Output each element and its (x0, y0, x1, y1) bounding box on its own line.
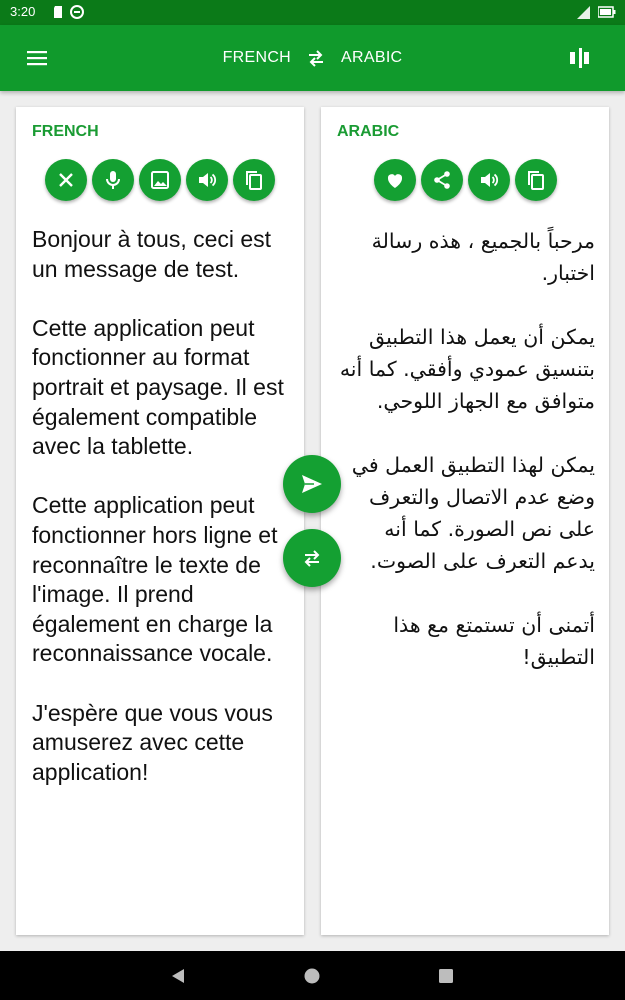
signal-icon (577, 6, 590, 19)
swap-languages-button[interactable] (283, 529, 341, 587)
swap-icon (299, 545, 325, 571)
target-panel-title: ARABIC (337, 123, 400, 140)
language-switcher (0, 25, 625, 91)
recents-icon[interactable] (437, 967, 455, 985)
no-disturb-icon (70, 5, 84, 19)
source-panel (16, 107, 304, 935)
microphone-icon (102, 169, 124, 191)
back-icon[interactable] (169, 967, 187, 985)
navigation-bar (0, 951, 625, 1000)
send-icon (299, 471, 325, 497)
copy-button-target[interactable] (515, 159, 557, 201)
speaker-button-target[interactable] (468, 159, 510, 201)
image-button[interactable] (139, 159, 181, 201)
copy-icon (525, 169, 547, 191)
image-icon (149, 169, 171, 191)
source-toolbar (16, 159, 304, 201)
share-icon (431, 169, 453, 191)
target-panel (321, 107, 609, 935)
favorite-icon (384, 169, 406, 191)
source-language-label[interactable]: FRENCH (222, 49, 292, 66)
copy-button[interactable] (233, 159, 275, 201)
swap-icon[interactable] (305, 47, 327, 69)
sd-card-icon (52, 6, 64, 18)
share-button[interactable] (421, 159, 463, 201)
status-bar (0, 0, 625, 25)
source-text[interactable]: Bonjour à tous, ceci est un message de test. Cette application peut fonctionner au format portrait et paysage. Il est également compatible avec la tablette. Cette application peut fonctionner hors ligne et reconnaître le texte de l'image. Il prend également en charge la reconnaissance vocale. J'espère que vous vous amuserez avec cette application! (32, 226, 284, 785)
source-panel-title: FRENCH (32, 123, 99, 140)
split-layout-icon[interactable] (568, 46, 592, 70)
app-bar (0, 25, 625, 91)
home-icon[interactable] (303, 967, 321, 985)
clear-button[interactable] (45, 159, 87, 201)
speaker-button[interactable] (186, 159, 228, 201)
favorite-button[interactable] (374, 159, 416, 201)
microphone-button[interactable] (92, 159, 134, 201)
copy-icon (243, 169, 265, 191)
target-text: مرحباً بالجميع ، هذه رسالة اختبار. يمكن أن يعمل هذا التطبيق بتنسيق عمودي وأفقي. كما أنه متوافق مع الجهاز اللوحي. يمكن لهذا التطبيق العمل في وضع عدم الاتصال والتعرف على نص الصورة. كما أنه يدعم التعرف على الصوت. أتمنى أن تستمتع مع هذا التطبيق! (339, 229, 595, 669)
target-language-label[interactable]: ARABIC (341, 49, 403, 66)
battery-icon (598, 6, 616, 18)
translate-button[interactable] (283, 455, 341, 513)
clear-icon (55, 169, 77, 191)
status-time: 3:20 (10, 4, 36, 19)
speaker-icon (196, 169, 218, 191)
speaker-icon (478, 169, 500, 191)
target-toolbar (321, 159, 609, 201)
